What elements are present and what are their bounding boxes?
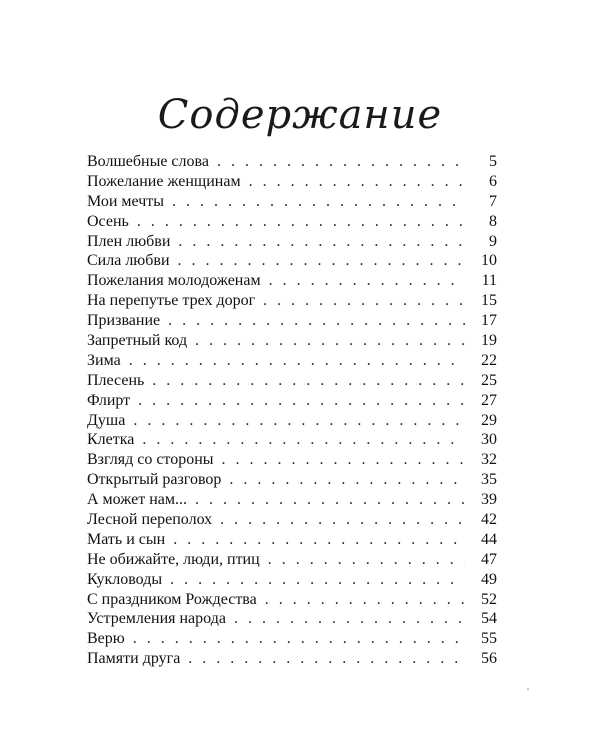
toc-entry [87,212,497,232]
toc-entry-page: 22 [481,351,497,369]
toc-entry [87,510,497,530]
toc-entry-title: Флирт [87,391,131,409]
toc-entry-page: 15 [481,292,497,310]
dot-leader [268,550,465,570]
dot-leader [265,590,465,610]
toc-entry-title: Лесной переполох [87,511,213,529]
toc-entry [87,530,497,550]
toc-entry-title: Мои мечты [87,192,165,210]
toc-entry [87,470,497,490]
toc-entry [87,391,497,411]
toc-entry-page: 44 [481,530,497,548]
toc-entry-title: Взгляд со стороны [87,451,214,469]
toc-entry-title: Устремления народа [87,610,226,628]
toc-entry-title: С праздником Рождества [87,590,257,608]
toc-entry-title: Клетка [87,431,135,449]
dot-leader [152,371,465,391]
toc-entry [87,430,497,450]
toc-entry-page: 30 [481,431,497,449]
dot-leader [188,649,465,669]
dot-leader [133,411,465,431]
toc-entry-title: Открытый разговор [87,471,222,489]
page-title: Содержание [157,92,443,138]
dot-leader [220,510,465,530]
dot-leader [138,391,465,411]
toc-entry-title: Волшебные слова [87,153,209,170]
toc-entry-page: 49 [481,570,497,588]
dot-leader [172,192,465,212]
dot-leader [168,311,465,331]
toc-entry-title: Душа [87,411,126,429]
table-of-contents [87,152,497,669]
dot-leader [133,629,465,649]
toc-entry-title: На перепутье трех дорог [87,292,256,310]
toc-entry-page: 35 [481,471,497,489]
toc-entry-page: 52 [481,590,497,608]
toc-entry-page: 5 [489,153,497,170]
toc-entry-title: Осень [87,212,129,230]
toc-entry [87,311,497,331]
toc-entry-page: 56 [481,650,497,668]
toc-entry-page: 29 [481,411,497,429]
paper-speck [527,688,529,690]
toc-entry-page: 42 [481,511,497,529]
toc-entry-title: Зима [87,351,121,369]
dot-leader [269,271,465,291]
dot-leader [195,331,465,351]
dot-leader [263,291,465,311]
toc-entry [87,550,497,570]
toc-entry [87,251,497,271]
toc-entry-page: 17 [481,312,497,330]
dot-leader [195,490,465,510]
toc-entry [87,629,497,649]
toc-entry-page: 11 [481,272,497,290]
toc-entry [87,609,497,629]
toc-entry [87,371,497,391]
dot-leader [178,232,465,252]
dot-leader [142,430,465,450]
toc-entry [87,590,497,610]
dot-leader [249,172,465,192]
dot-leader [178,251,465,271]
toc-entry [87,490,497,510]
toc-entry-title: Мать и сын [87,530,166,548]
toc-entry [87,192,497,212]
toc-entry [87,172,497,192]
toc-entry-title: Сила любви [87,252,170,270]
toc-entry [87,291,497,311]
toc-entry [87,411,497,431]
toc-entry-page: 47 [481,550,497,568]
dot-leader [234,609,465,629]
toc-entry-page: 39 [481,491,497,509]
toc-entry-page: 54 [481,610,497,628]
toc-entry-title: Плесень [87,371,145,389]
toc-entry-page: 32 [481,451,497,469]
toc-entry-title: Призвание [87,312,161,330]
toc-entry-page: 9 [489,232,497,250]
toc-entry-title: Запретный код [87,332,188,350]
toc-entry-title: Пожелание женщинам [87,172,241,190]
toc-entry [87,331,497,351]
toc-entry-page: 27 [481,391,497,409]
toc-entry-title: А может нам... [87,491,188,509]
toc-entry-page: 55 [481,630,497,648]
toc-entry-page: 7 [489,192,497,210]
toc-entry [87,450,497,470]
dot-leader [229,470,465,490]
dot-leader [129,351,465,371]
toc-entry-page: 10 [481,252,497,270]
toc-entry-title: Памяти друга [87,650,181,668]
toc-entry-page: 25 [481,371,497,389]
toc-entry [87,232,497,252]
toc-entry-title: Кукловоды [87,570,163,588]
toc-entry [87,271,497,291]
toc-entry-title: Верю [87,630,125,648]
dot-leader [173,530,465,550]
toc-entry-page: 6 [489,172,497,190]
toc-entry-title: Плен любви [87,232,171,250]
dot-leader [217,152,465,172]
toc-entry [87,649,497,669]
toc-entry-title: Не обижайте, люди, птиц [87,550,260,568]
toc-entry-title: Пожелания молодоженам [87,272,261,290]
dot-leader [222,450,465,470]
dot-leader [170,570,465,590]
toc-entry [87,570,497,590]
toc-entry-page: 8 [489,212,497,230]
dot-leader [137,212,465,232]
toc-entry-page: 19 [481,332,497,350]
toc-entry [87,351,497,371]
toc-entry [87,152,497,172]
